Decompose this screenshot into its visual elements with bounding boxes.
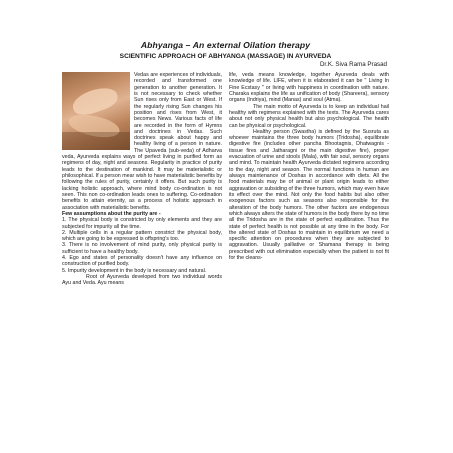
author-name: Dr.K. Siva Rama Prasad (319, 61, 387, 68)
assumption-item: 1. The physical body is constricted by only elements and they are subjected for impurity all the time. (62, 217, 222, 230)
left-column (62, 72, 222, 287)
massage-photo (62, 72, 130, 150)
closing-paragraph: Root of Ayurveda developed from two individual words Ayu and Veda. Ayu means (62, 274, 222, 287)
photo-shadow (62, 132, 130, 150)
right-column (229, 72, 389, 287)
assumption-item: 3. There is no involvement of mind purity, only physical purity is sufficient to have a healthy body. (62, 242, 222, 255)
article-columns (62, 72, 389, 287)
intro-paragraph: Vedas are experiences of individuals, recorded and transformed one generation to another generation. It is not necessary to check whether Sun rises only from East or West. If the regularly rising Sun changes his position and rises from West, it becomes News. Various facts of life are recorded in the form of Hymns and doctrines in Vedas. Such doctrines speak about happy and healthy living of a person in nature. The Upaveda (sub-veda) of Adharva veda, Ayurveda explains ways of perfect living in purified form as regimens of day, night and seasons. Regularity in practice of purity leads to the destination of mankind. It may be materialistic or philosophical. If a person mear wish to have materialistic benefits by following the rules of purity, certainly it offers. But such purity is lacking holistic approach, where mind body co-ordination is not seen. This non co-ordination leads ones to suffering. Co-ordination benefits to attain eternity, as a process of holistic approach in association with materialistic benefits. (62, 72, 222, 211)
assumption-item: 5. Impurity development in the body is necessary and natural. (62, 267, 207, 274)
assumption-item: 2. Multiple cells in a regular pattern constrict the physical body, which are going to be expressed is offspring's too. (62, 229, 222, 243)
document-title: Abhyanga – An external Oilation therapy (140, 40, 311, 50)
hand-shape (70, 83, 121, 118)
paragraph-motto: The main motto of Ayurveda is to keep an individual hail healthy with regimens explained with the texts. The Ayurveda cares about not only physical health but also psychological. The health can be physical or psychological. (229, 103, 389, 129)
paragraph-life: life, veda means knowledge, together Ayurveda deals with knowledge of life. LIFE, when it is elaborated it can be " Living In Fine Ecstasy " or living with happiness in coordination with nature. Charaka explains the life as unification of body (Shareera), sensory organs (Indriya), mind (Manas) and soul (Atma). (229, 72, 389, 104)
assumption-item: 4. Ego and states of personality doesn't have any influence on construction of purified body. (62, 255, 222, 268)
assumptions-heading: Few assumptions about the purity are - (62, 210, 161, 217)
paragraph-healthy-person: Healthy person (Swastha) is defined by the Susruta as whoever maintains the three body humors (Tridosha), equilibrate digestive fire (includes other pancha Bhootagnis, Dhatwagnis - tissue fires and Jatharagni or the main digestive fire), proper evacuation of urine and stools (Mala), with fair soul, sensory organs and mind. To maintain health Ayurveda dictated regimens according to the day, night and season. The normal functions in human are always maintenance of Doshas in accordance with diets. All the food materials may be of animal or plant origin leads to either aggravation or subsiding of the three humors, which may even have its effect over the mind. Not only the food habits but also other exogenous factors such as seasons also responsible for the alteration of the body humors. The other factors are endogenous which always alters the state of humors in the body there by no time all the Tridosha are in the state of perfect equilibration. Thus the state of perfect health is not possible at any time in the body. For the altered state of Doshas to maintain in equilibrium we need a specific attention on procedures when they are subjected to aggravation. Usually palliative or Shamana therapy is being prescribed with out elimination especially when the patient is not fit for the cleans- (229, 128, 389, 262)
document-subtitle: SCIENTIFIC APPROACH OF ABHYANGA (MASSAGE) IN AYURVEDA (119, 53, 332, 60)
